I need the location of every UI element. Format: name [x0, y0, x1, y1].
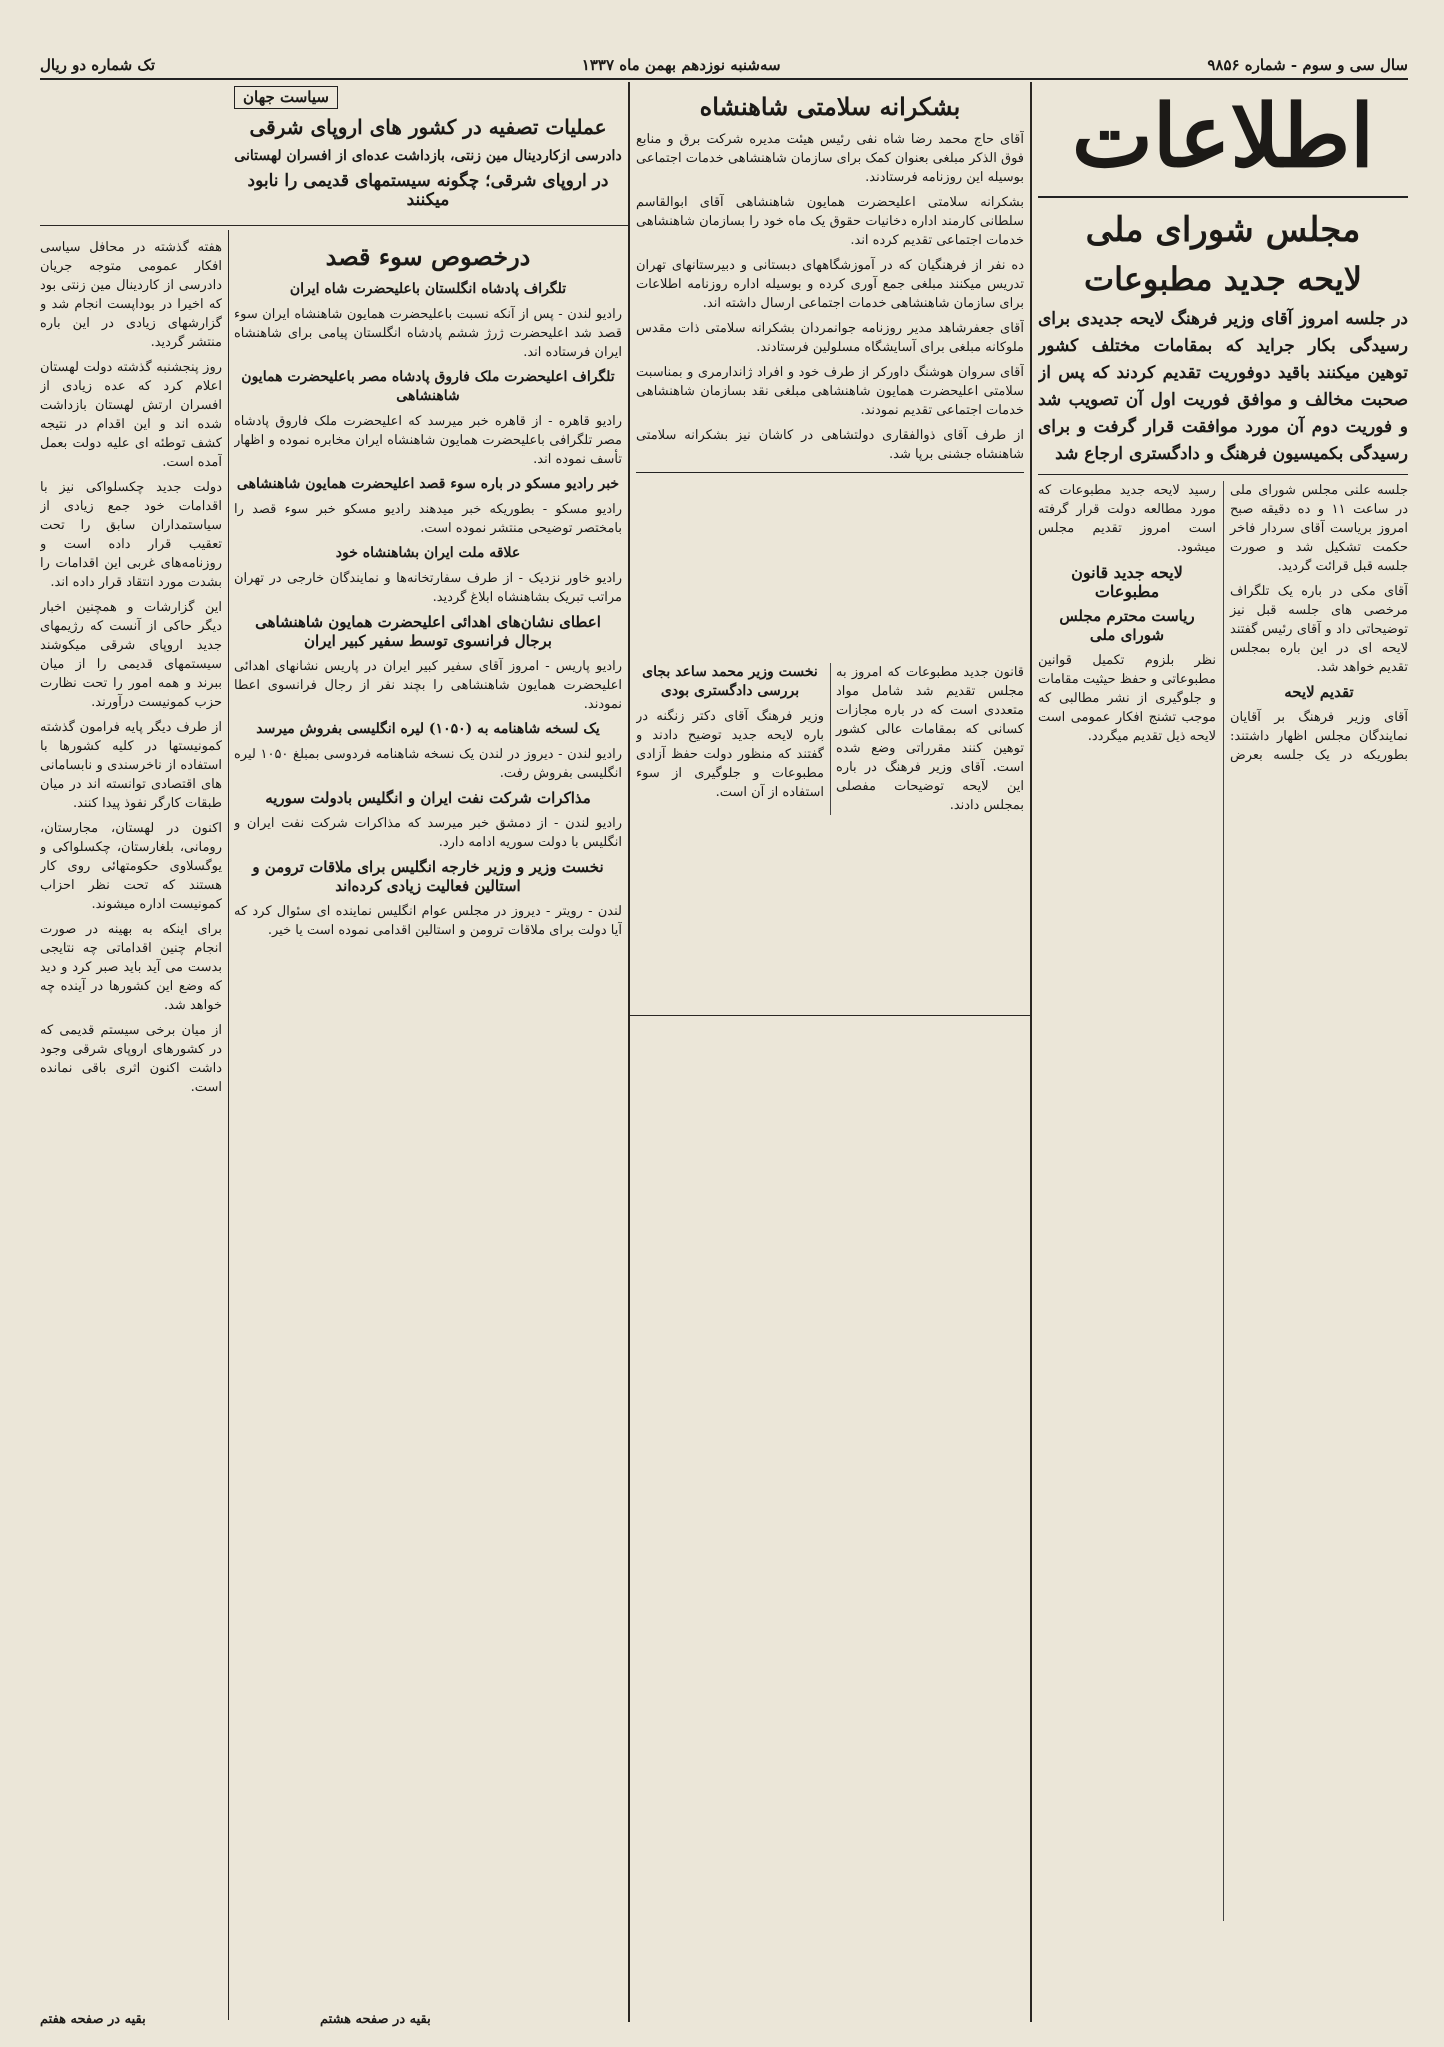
kicker-wrap	[234, 86, 622, 109]
majlis-body	[1038, 481, 1408, 1921]
subhead-shahnameh: یک لسخه شاهنامه به (۱۰۵۰) لیره انگلیسی بفروش میرسد	[256, 721, 600, 737]
lead-paragraph: در جلسه امروز آقای وزیر فرهنگ لایحه جدیدی برای رسیدگی بکار جراید که بمقامات مختلف کشور توهین میکنند باقید دوفوریت تقدیم کردند که پس از صحبت مخالف و موافق فوریت اول آن تصویب شد و فوریت دوم آن مورد موافقت قرار گرفت و برای رسیدگی بکمیسیون فرهنگ و دادگستری ارجاع شد	[1038, 309, 1408, 464]
article-paragraph: لندن - رویتر - دیروز در مجلس عوام انگلیس نماینده ای سئوال کرد که آیا دولت برای ملاقات ترومن و استالین اقدامی نموده است یا خیر.	[234, 904, 622, 938]
subhead-press-law: لایحه جدید قانون مطبوعات	[1071, 563, 1183, 601]
subhead-truman-stalin: نخست وزیر و وزیر خارجه انگلیس برای ملاقات ترومن و استالین فعالیت زیادی کرده‌اند	[252, 858, 604, 895]
column-rule	[628, 82, 630, 2022]
continued-page-7: بقیه در صفحه هفتم	[40, 2012, 146, 2027]
article-paragraph: رادیو مسکو - بطوریکه خبر میدهند رادیو مسکو خبر سوء قصد را بامختصر توضیحی منتشر نموده است.	[234, 502, 622, 536]
headline-press-bill: لایحه جدید مطبوعات	[1083, 260, 1363, 298]
masthead: اطلاعات	[1071, 86, 1375, 187]
issue-price: تک شماره دو ریال	[40, 56, 156, 74]
article-paragraph: رادیو پاریس - امروز آقای سفیر کبیر ایران در پاریس نشانهای اهدائی اعلیحضرت همایون شاهنشاهی را بچند نفر از رجال فرانسوی اعطا نمودند.	[234, 659, 622, 712]
issue-number: سال سی و سوم - شماره ۹۸۵۶	[1207, 56, 1408, 74]
article-paragraph: برای اینکه به بهینه در صورت انجام چنین اقداماتی چه نتایجی بدست می آید باید صبر کرد و دید که وضع این کشورها در آینده چه خواهد شد.	[40, 922, 222, 1013]
article-paragraph: روز پنجشنبه گذشته دولت لهستان اعلام کرد که عده زیادی از افسران ارتش لهستان بازداشت شده اند و این اقدام در نتیجه کشف توطئه ای علیه دولت بعمل آمده است.	[40, 360, 222, 470]
article-paragraph: اکنون در لهستان، مجارستان، رومانی، بلغارستان، چکسلواکی و یوگسلاوی حکومتهائی روی کار هستند که تحت نظر احزاب کمونیست اداره میشوند.	[40, 821, 222, 912]
article-paragraph: آقای جعفرشاهد مدیر روزنامه جوانمردان بشکرانه سلامتی ذات مقدس ملوکانه مبلغی برای آسایشگاه مسلولین فرستادند.	[636, 321, 1024, 355]
headline-purges: عملیات تصفیه در کشور های اروپای شرقی	[249, 115, 607, 139]
continued-page-8: بقیه در صفحه هشتم	[320, 2012, 431, 2027]
article-paragraph: از میان برخی سیستم قدیمی که در کشورهای اروپای شرقی وجود داشت اکنون اثری باقی نمانده است.	[40, 1023, 222, 1095]
column-rule	[1030, 82, 1032, 2022]
subhead-uk-king: تلگراف پادشاه انگلستان باعلیحضرت شاه ایران	[289, 281, 567, 297]
subhead-nation-affection: علاقه ملت ایران بشاهنشاه خود	[335, 545, 521, 561]
article-paragraph: ده نفر از فرهنگیان که در آموزشگاههای دبستانی و دبیرستانهای تهران تدریس میکنند مبلغی جمع آوری کرده و بوسیله اداره روزنامه اطلاعات برای سازمان شاهنشاهی خدمات اجتماعی ارسال داشته اند.	[636, 258, 1024, 311]
column-rule	[228, 230, 229, 2020]
divider	[1038, 474, 1408, 475]
column-mid-right	[636, 86, 1024, 2016]
article-paragraph: دولت جدید چکسلواکی نیز با اقدامات خود جمع زیادی از سیاستمداران سابق را تحت تعقیب قرار داده است و روزنامه‌های غربی این اقدامات را بشدت مورد انتقاد قرار داده اند.	[40, 480, 222, 590]
subhead-radio-moscow: خبر رادیو مسکو در باره سوء قصد اعلیحضرت همایون شاهنشاهی	[236, 476, 620, 492]
headline-thanksgiving: بشکرانه سلامتی شاهنشاه	[699, 92, 961, 121]
subhead-medals: اعطای نشان‌های اهدائی اعلیحضرت همایون شاهنشاهی برجال فرانسوی توسط سفیر کبیر ایران	[255, 613, 601, 650]
headline-majlis: مجلس شورای ملی	[1085, 210, 1361, 250]
kicker-world-politics: سیاست جهان	[234, 86, 338, 109]
dateline-bar	[40, 52, 1408, 80]
article-paragraph: رادیو لندن - دیروز در لندن یک نسخه شاهنامه فردوسی بمبلغ ۱۰۵۰ لیره انگلیسی بفروش رفت.	[234, 747, 622, 781]
article-paragraph: قانون جدید مطبوعات که امروز به مجلس تقدیم شد شامل مواد متعددی است که در باره مجازات کسانی که بمقامات عالی کشور توهین کنند مقرراتی وضع شده است. آقای وزیر فرهنگ در باره این لایحه توضیحات مفصلی بمجلس دادند.	[836, 665, 1024, 813]
article-paragraph: جلسه علنی مجلس شورای ملی در ساعت ۱۱ و ده دقیقه صبح امروز بریاست آقای سردار فاخر حکمت تشکیل شد و صورت جلسه قبل قرائت گردید.	[1230, 483, 1408, 574]
article-paragraph: رادیو خاور نزدیک - از طرف سفارتخانه‌ها و نمایندگان خارجی در تهران مراتب تبریک بشاهنشاه ابلاغ گردید.	[234, 571, 622, 605]
article-paragraph: آقای حاج محمد رضا شاه نفی رئیس هیئت مدیره شرکت برق و منابع فوق الذکر مبلغی بعنوان کمک برای سازمان شاهنشاهی خدمات اجتماعی بوسیله این روزنامه فرستادند.	[636, 132, 1024, 185]
issue-date: سه‌شنبه نوزدهم بهمن ماه ۱۳۳۷	[581, 56, 781, 74]
column-left	[40, 238, 222, 1998]
column-mid-left	[234, 86, 622, 2016]
subhead-oil-syria: مذاکرات شرکت نفت ایران و انگلیس بادولت سوریه	[265, 789, 591, 807]
subhead-majlis-presidency: ریاست محترم مجلس شورای ملی	[1059, 607, 1195, 644]
article-paragraph: هفته گذشته در محافل سیاسی افکار عمومی متوجه جریان دادرسی از کاردینال مین زنتی بود که اخیرا در بوداپست انجام شد و گزارشهای زیادی در این باره منتشر گردید.	[40, 240, 222, 350]
article-paragraph: این گزارشات و همچنین اخبار دیگر حاکی از آنست که رژیمهای جدید اروپای شرقی میکوشند سیستمهای قدیمی را از میان ببرند و همه امور را تحت نظارت حزب کمونیست درآورند.	[40, 600, 222, 710]
article-paragraph: نظر بلزوم تکمیل قوانین مطبوعاتی و حفظ حیثیت مقامات و جلوگیری از نشر مطالبی که موجب تشنج افکار عمومی است لایحه ذیل تقدیم میگردد.	[1038, 653, 1216, 744]
article-paragraph: از طرف آقای ذوالفقاری دولتشاهی در کاشان نیز بشکرانه سلامتی شاهنشاه جشنی برپا شد.	[636, 428, 1024, 462]
column-right	[1038, 82, 1408, 2022]
deck-trial: دادرسی ازکاردینال مین زنتی، بازداشت عده‌ای از افسران لهستانی	[234, 148, 622, 164]
article-paragraph: آقای سروان هوشنگ داورکر از طرف خود و افراد ژاندارمری و بمناسبت سلامتی اعلیحضرت همایون شاهنشاهی مبلغی نقد بسازمان شاهنشاهی خدمات اجتماعی تقدیم نمودند.	[636, 365, 1024, 418]
article-paragraph: وزیر فرهنگ آقای دکتر زنگنه در باره لایحه جدید توضیح دادند و گفتند که منظور دولت حفظ آزادی مطبوعات و جلوگیری از سوء استفاده از آن است.	[636, 709, 824, 800]
deck-eastern-europe: در اروپای شرقی؛ چگونه سیستمهای قدیمی را نابود میکنند	[247, 171, 609, 210]
section-assassination: درخصوص سوء قصد	[325, 242, 531, 271]
article-paragraph: رادیو لندن - از دمشق خبر میرسد که مذاکرات شرکت نفت ایران و انگلیس با دولت سوریه ادامه دارد.	[234, 816, 622, 850]
divider	[636, 472, 1024, 473]
article-paragraph: رادیو قاهره - از قاهره خبر میرسد که اعلیحضرت ملک فاروق پادشاه مصر تلگرافی باعلیحضرت همایون شاهنشاه ایران مخابره نموده و اظهار تأسف نموده اند.	[234, 414, 622, 467]
subhead-bill-submission: تقدیم لایحه	[1284, 683, 1354, 701]
subhead-farouk: تلگراف اعلیحضرت ملک فاروق پادشاه مصر باعلیحضرت همایون شاهنشاهی	[241, 369, 615, 404]
subhead-prime-minister: نخست وزیر محمد ساعد بجای بررسی دادگستری بودی	[642, 664, 818, 699]
article-paragraph: از طرف دیگر پایه فرامون گذشته کمونیستها در کلیه کشورها با استفاده از ناخرسندی و نابسامانی های اقتصادی توانسته اند در میان طبقات کارگر نفوذ پیدا کنند.	[40, 720, 222, 811]
press-law-continued	[636, 663, 1024, 815]
article-paragraph: بشکرانه سلامتی اعلیحضرت همایون شاهنشاهی آقای ابوالقاسم سلطانی کارمند اداره دخانیات حقوق یک ماه خود را بسازمان شاهنشاهی خدمات اجتماعی تقدیم کرده اند.	[636, 195, 1024, 248]
article-paragraph: رادیو لندن - پس از آنکه نسبت باعلیحضرت همایون شاهنشاه ایران سوء قصد شد اعلیحضرت ژرژ ششم پادشاه انگلستان پیامی برای شاهنشاه ایران فرستاده اند.	[234, 307, 622, 360]
article-paragraph: آقای مکی در باره یک تلگراف مرخصی های جلسه قبل نیز توضیحاتی داد و آقای رئیس گفتند لایحه ای در این باره بمجلس تقدیم خواهد شد.	[1230, 584, 1408, 675]
masthead-rule	[1038, 196, 1408, 198]
article-paragraph: آقای وزیر فرهنگ بر آقایان نمایندگان مجلس اظهار داشتند: بطوریکه در یک جلسه بعرض رسید لایحه جدید مطبوعات که مورد مطالعه دولت قرار گرفته است امروز تقدیم مجلس میشود.	[1038, 483, 1408, 763]
